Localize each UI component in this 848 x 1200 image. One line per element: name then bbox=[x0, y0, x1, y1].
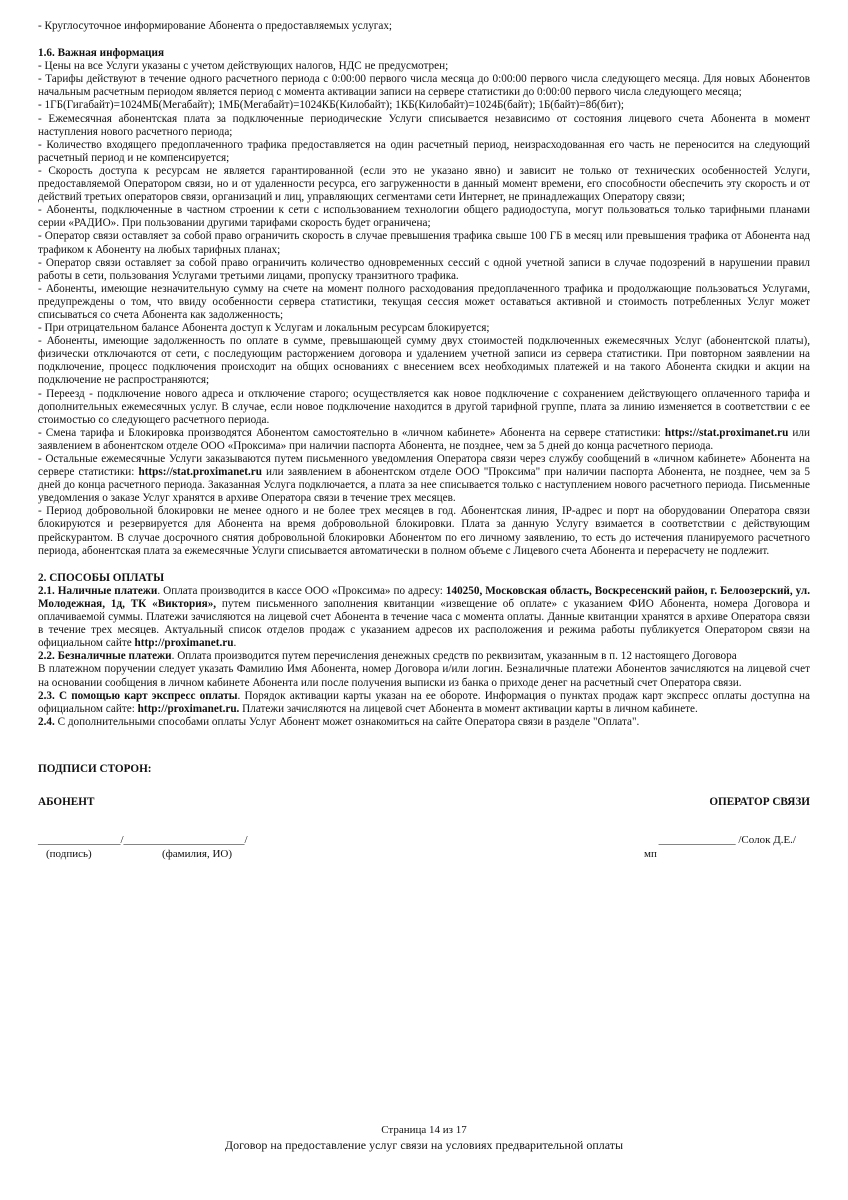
cashier-address: 140250, Московская область, Воскресенский район, г. Белоозерский, ул. Молодежная, 1д, ТК «Виктория», bbox=[38, 584, 810, 610]
list-item: - При отрицательном балансе Абонента доступ к Услугам и локальным ресурсам блокируется; bbox=[38, 322, 490, 335]
operator-label: ОПЕРАТОР СВЯЗИ bbox=[709, 795, 810, 808]
list-item: - Оператор связи оставляет за собой право ограничить скорость в случае превышения трафика свыше 100 ГБ в месяц или превышения трафика от Абонента над трафиком к Абоненту на любых тарифных планах; bbox=[38, 230, 810, 256]
list-item: - Тарифы действуют в течение одного расчетного периода с 0:00:00 первого числа месяца до 0:00:00 первого числа следующего месяца. Для новых Абонентов начальным расчетным периодом является период с момента активации записи на сервере статистики до 0:00:00 первого числа следующего месяца; bbox=[38, 73, 810, 99]
subscriber-signature-line: _______________/______________________/ bbox=[38, 833, 248, 846]
section-1-6-heading: 1.6. Важная информация bbox=[38, 47, 164, 60]
list-item: - Абоненты, имеющие незначительную сумму на счете на момент полного расходования предоплаченного трафика и продолжающие пользоваться Услугами, предупреждены о том, что ввиду особенности сервера статистики, текущая сессия может оставаться активной и стоимость потребленных Услуг может списываться со счета Абонента как задолженность; bbox=[38, 282, 810, 321]
other-services-item: - Остальные ежемесячные Услуги заказываются путем письменного уведомления Оператора связи через службу сообщений в «личном кабинете» Абонента на сервере статистики: https://stat.proximanet.ru или заявлением в абонентском отделе ООО "Проксима" при наличии паспорта Абонента, не позднее, чем за 5 дней до конца расчетного периода. Заказанная Услуга подключается, а плата за нее списывается только с наступлением нового расчетного периода. Письменные уведомления о заказе Услуг хранятся в архиве Оператора связи в течение трех месяцев. bbox=[38, 453, 810, 505]
stamp-caption: мп bbox=[644, 847, 657, 860]
signatures-heading: ПОДПИСИ СТОРОН: bbox=[38, 762, 152, 775]
payment-cards: 2.3. С помощью карт экспресс оплаты. Порядок активации карты указан на ее обороте. Информация о пунктах продаж карт экспресс оплаты доступна на официальном сайте: http://proximanet.ru. Платежи зачисляются на лицевой счет Абонента в момент активации карты в личном кабинете. bbox=[38, 689, 810, 715]
list-item: - Ежемесячная абонентская плата за подключенные периодические Услуги списывается независимо от состояния лицевого счета Абонента в момент наступления нового расчетного периода; bbox=[38, 112, 810, 138]
list-item: - Абоненты, имеющие задолженность по оплате в сумме, превышающей сумму двух стоимостей подключенных ежемесячных Услуг (абонентской платы), физически отключаются от сети, с последующим расторжением договора и удалением учетной записи из сервера статистики. При повторном заявлении на подключение, процесс подключения происходит на общих основаниях с внесением всех необходимых платежей и на такого Абонента скидки и акции на подключение не распространяются; bbox=[38, 335, 810, 387]
document-page bbox=[38, 20, 810, 862]
list-item: - Количество входящего предоплаченного трафика предоставляется на один расчетный период, неизрасходованная его часть не переносится на следующий расчетный период и не компенсируется; bbox=[38, 138, 810, 164]
page-number: Страница 14 из 17 bbox=[381, 1124, 467, 1136]
payment-cashless: 2.2. Безналичные платежи. Оплата производится путем перечисления денежных средств по реквизитам, указанным в п. 12 настоящего Договора bbox=[38, 650, 737, 663]
name-caption: (фамилия, ИО) bbox=[162, 847, 233, 860]
document-title-footer: Договор на предоставление услуг связи на условиях предварительной оплаты bbox=[224, 1138, 624, 1152]
stat-link[interactable]: https://stat.proximanet.ru bbox=[664, 426, 789, 439]
site-link[interactable]: http://proximanet.ru. bbox=[137, 702, 240, 715]
stat-link[interactable]: https://stat.proximanet.ru bbox=[138, 466, 262, 479]
operator-signature-line: ______________ /Солок Д.Е./ bbox=[658, 833, 796, 846]
subscriber-label: АБОНЕНТ bbox=[38, 795, 95, 808]
list-item: - Скорость доступа к ресурсам не является гарантированной (если это не указано явно) и зависит не только от технических особенностей Услуги, предоставляемой Оператором связи, но и от удаленности ресурса, его загруженности в данный момент времени, его способности обеспечить эту скорость и от действий третьих операторов связи, организаций и лиц, управляющих сегментами сети Интернет, не принадлежащих Оператору связи; bbox=[38, 164, 810, 204]
payment-cashless-details: В платежном поручении следует указать Фамилию Имя Абонента, номер Договора и/или логин. Безналичные платежи Абонентов зачисляются на лицевой счет на основании сообщения в личном кабинете Абонента или после получения выписки из банка о приходе денег на расчетный счет Оператора связи. bbox=[38, 663, 810, 689]
tariff-change-item: - Смена тарифа и Блокировка производятся Абонентом самостоятельно в «личном кабинете» Абонента на сервере статистики: https://stat.proximanet.ru или заявлением в абонентском отделе ООО «Проксима» при наличии паспорта Абонента, не позднее, чем за 5 дней до конца расчетного периода. bbox=[38, 426, 810, 452]
list-item: - Переезд - подключение нового адреса и отключение старого; осуществляется как новое подключение с сохранением действующего оплаченного тарифа и дополнительных ежемесячных услуг. В случае, если новое подключение находится в другой тарифной группе, плата за линию изменяется в соответствии с ее стоимостью со следующего расчетного периода. bbox=[38, 387, 810, 426]
payment-other: 2.4. С дополнительными способами оплаты Услуг Абонент может ознакомиться на сайте Оператора связи в разделе "Оплата". bbox=[38, 715, 640, 728]
list-item: - Цены на все Услуги указаны с учетом действующих налогов, НДС не предусмотрен; bbox=[38, 60, 449, 73]
signature-lines bbox=[38, 834, 810, 862]
list-item: - Абоненты, подключенные в частном строении к сети с использованием технологии общего радиодоступа, могут пользоваться только тарифными планами серии «РАДИО». При пользовании другими тарифами скорость будет ограничена; bbox=[38, 204, 810, 230]
signature-caption: (подпись) bbox=[46, 847, 92, 860]
site-link[interactable]: http://proximanet.ru bbox=[134, 637, 234, 650]
list-item: - Оператор связи оставляет за собой право ограничить количество одновременных сессий с одной учетной записи в случае подозрений в нарушении правил работы в сети, пользования Услугами третьими лицами, пропуску транзитного трафика. bbox=[38, 256, 810, 282]
payment-cash: 2.1. Наличные платежи. Оплата производится в кассе ООО «Проксима» по адресу: 140250, Московская область, Воскресенский район, г. Белоозерский, ул. Молодежная, 1д, ТК «Виктория», путем письменного заполнения квитанции «извещение об оплате» с указанием ФИО Абонента, номера Договора и оплачиваемой суммы. Платежи зачисляются на лицевой счет Абонента в течение часа с момента оплаты. Данные квитанции хранятся в архиве Оператора связи в течение трех месяцев. Актуальный список отделов продаж с указанием адресов их расположения и режима работы публикуется Оператором связи на официальном сайте http://proximanet.ru. bbox=[38, 584, 811, 650]
intro-line: - Круглосуточное информирование Абонента о предоставляемых услугах; bbox=[38, 20, 393, 32]
section-2-heading: 2. СПОСОБЫ ОПЛАТЫ bbox=[38, 571, 165, 584]
signature-parties bbox=[38, 796, 810, 810]
list-item: - 1ГБ(Гигабайт)=1024МБ(Мегабайт); 1МБ(Мегабайт)=1024КБ(Килобайт); 1КБ(Килобайт)=1024Б(байт); 1Б(байт)=8б(бит); bbox=[38, 99, 625, 112]
voluntary-block-item: - Период добровольной блокировки не менее одного и не более трех месяцев в год. Абонентская линия, IP-адрес и порт на оборудовании Оператора связи блокируются и резервируется для Абонента на время добровольной блокировки. Плата за данную Услугу взимается в соответствии с действующим прейскурантом. В случае досрочного снятия добровольной блокировки Абонентом по его личному заявлению, то есть до истечения планируемого расчетного периода, абонентская плата за ежемесячные Услуги списывается автоматически в полном объеме с Лицевого счета Абонента и перерасчету не подлежит. bbox=[38, 505, 810, 557]
